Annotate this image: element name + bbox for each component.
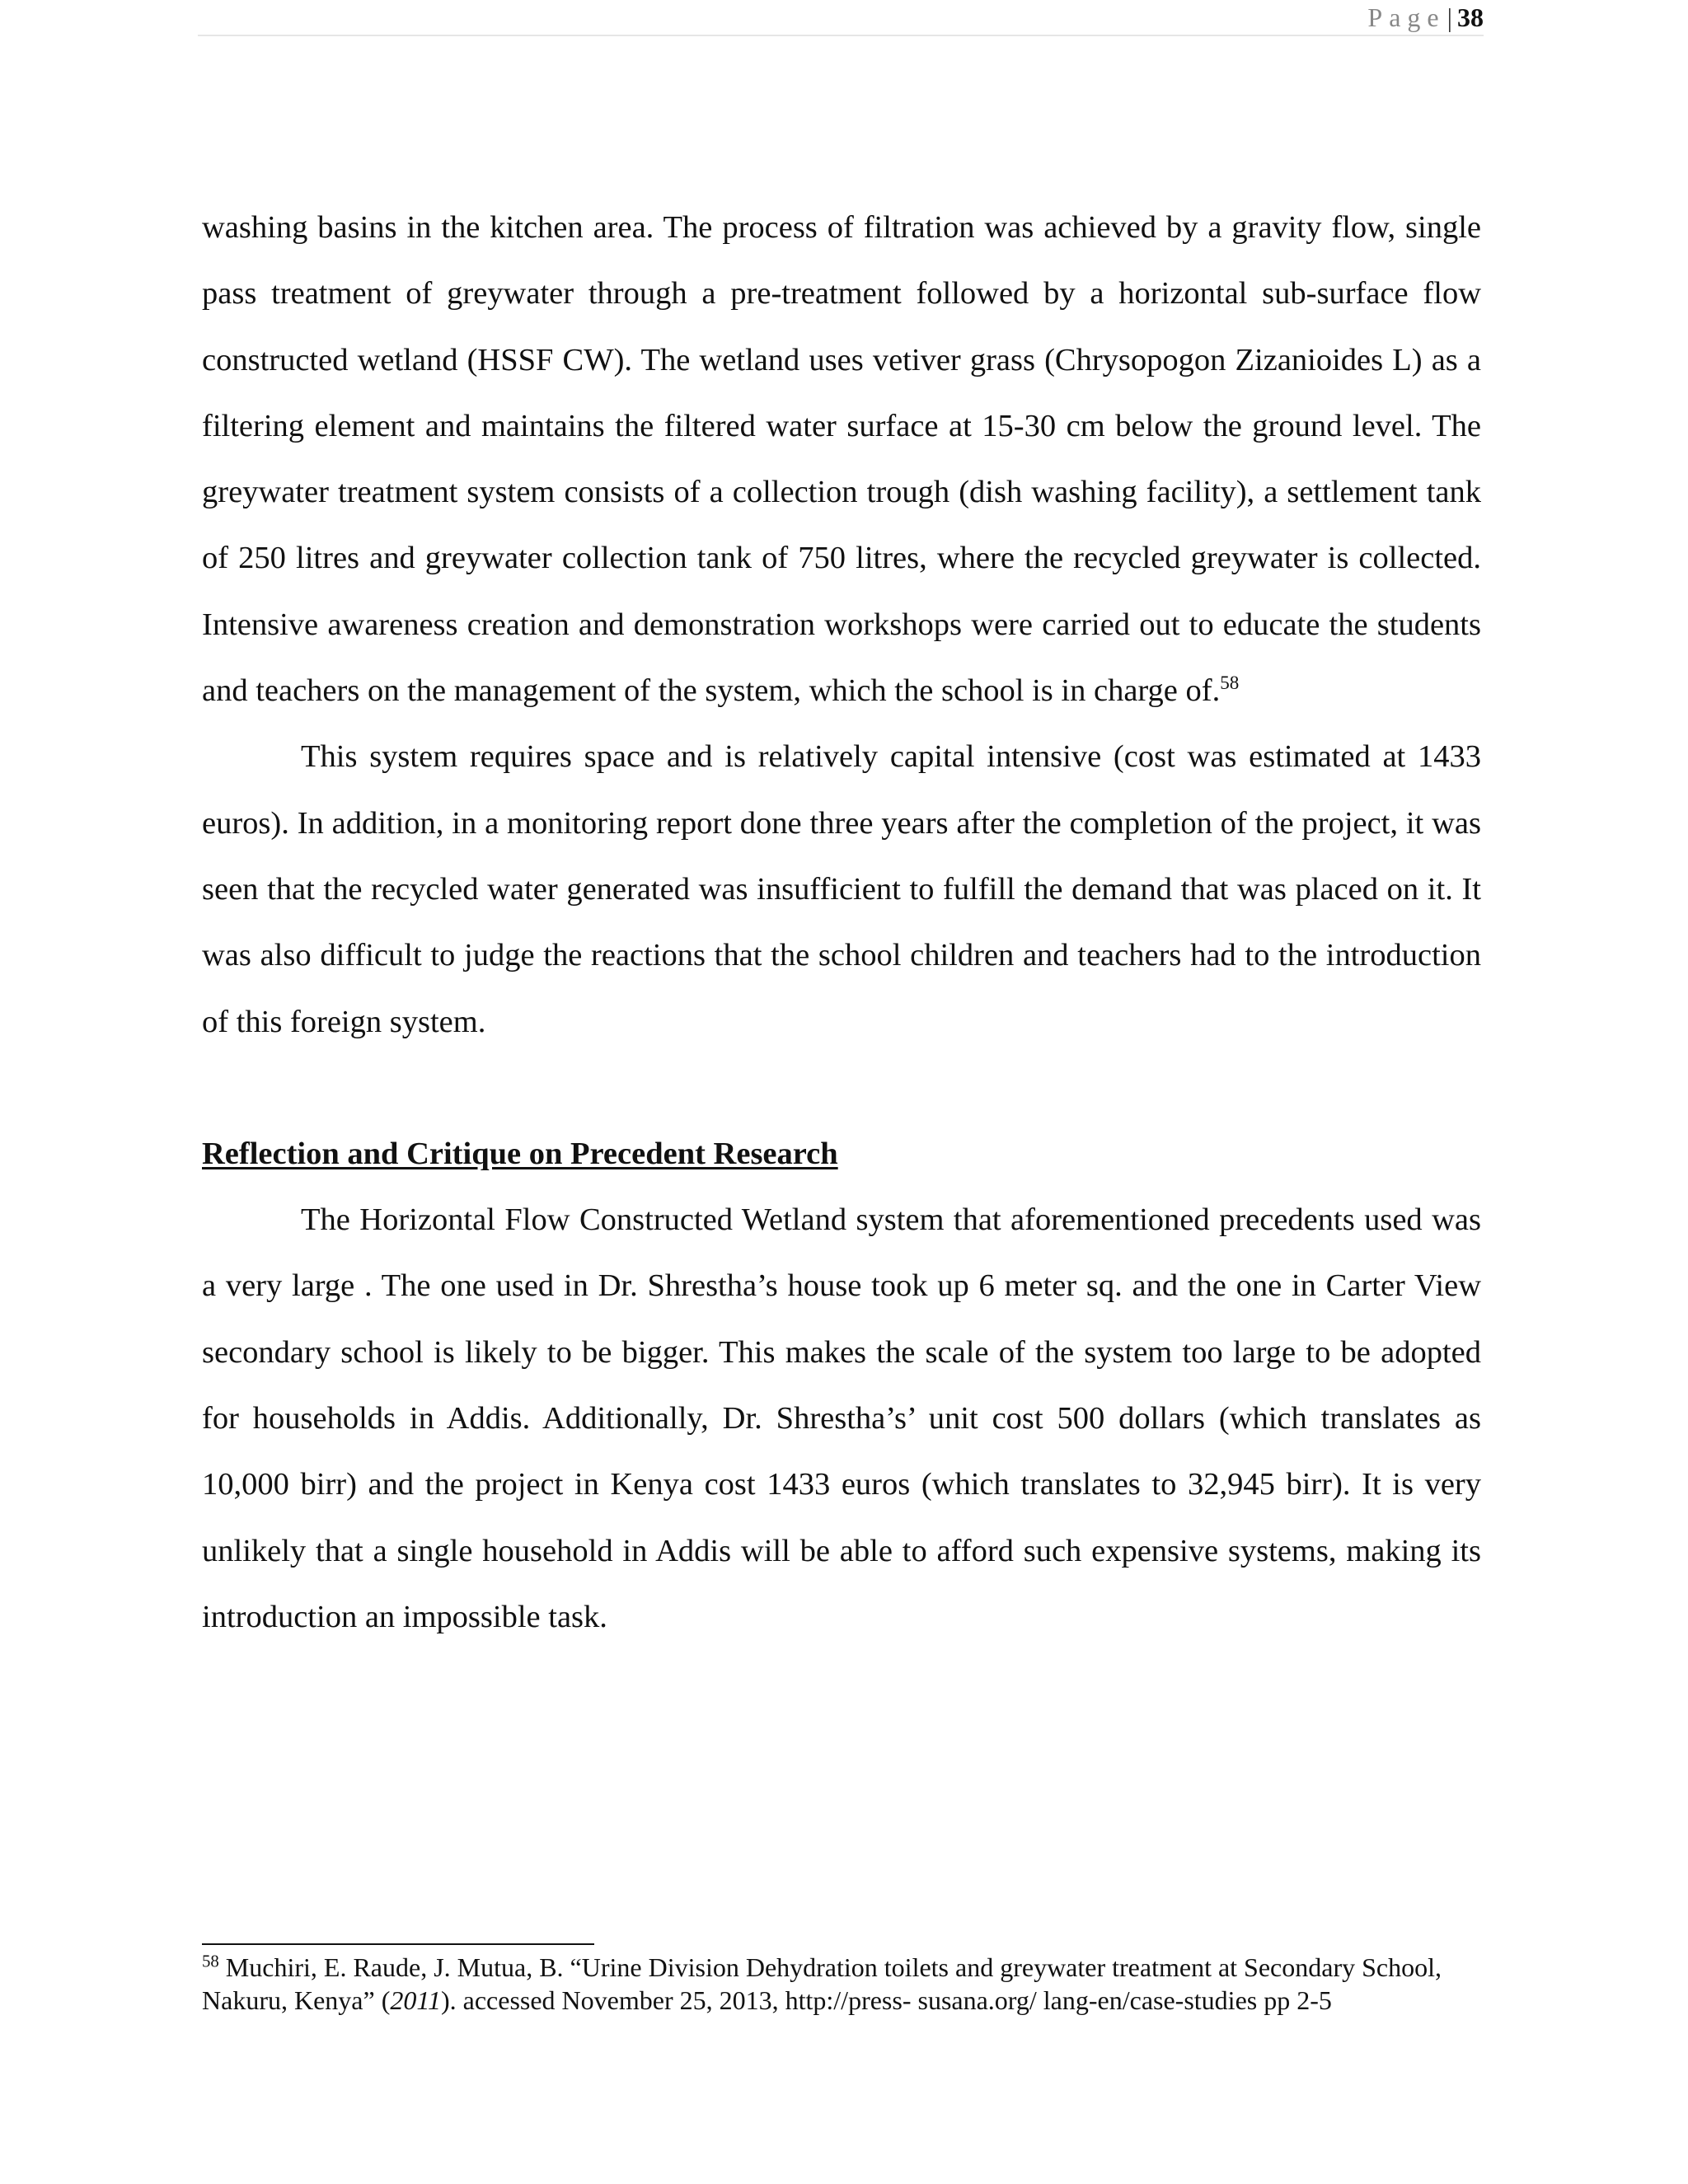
section-heading: Reflection and Critique on Precedent Research: [202, 1136, 838, 1171]
document-body: [202, 194, 1481, 1650]
footnote-text-end: ). accessed November 25, 2013, http://press- susana.org/ lang-en/case-studies pp 2-5: [440, 1985, 1332, 2015]
footnote-number: 58: [202, 1952, 219, 1971]
footnote-year: 2011: [390, 1985, 441, 2015]
page-number-label: [1367, 2, 1484, 33]
page-word: Page: [1367, 2, 1446, 32]
paragraph-1-text: washing basins in the kitchen area. The process of filtration was achieved by a gravity flow, single pass treatment of greywater through a pre-treatment followed by a horizontal sub-surface flow constructed wetland (HSSF CW). The wetland uses vetiver grass (Chrysopogon Zizanioides L) as a filtering element and maintains the filtered water surface at 15-30 cm below the ground level. The greywater treatment system consists of a collection trough (dish washing facility), a settlement tank of 250 litres and greywater collection tank of 750 litres, where the recycled greywater is collected. Intensive awareness creation and demonstration workshops were carried out to educate the students and teachers on the management of the system, which the school is in charge of.: [202, 210, 1481, 709]
paragraph-system-cost: This system requires space and is relatively capital intensive (cost was estimated at 1433 euros). In addition, in a monitoring report done three years after the completion of the project, it was seen that the recycled water generated was insufficient to fulfill the demand that was placed on it. It was also difficult to judge the reactions that the school children and teachers had to the introduction of this foreign system.: [202, 739, 1481, 1039]
footnote-text-start: Muchiri, E. Raude, J. Mutua, B. “Urine Division Dehydration toilets and greywater treatment at Secondary School, Nakuru, Kenya” (: [202, 1952, 1442, 2015]
page-number: 38: [1457, 2, 1484, 32]
paragraph-reflection: The Horizontal Flow Constructed Wetland system that aforementioned precedents used was a very large . The one used in Dr. Shrestha’s house took up 6 meter sq. and the one in Carter View secondary school is likely to be bigger. This makes the scale of the system too large to be adopted for households in Addis. Additionally, Dr. Shrestha’s’ unit cost 500 dollars (which translates as 10,000 birr) and the project in Kenya cost 1433 euros (which translates to 32,945 birr). It is very unlikely that a single household in Addis will be able to afford such expensive systems, making its introduction an impossible task.: [202, 1202, 1481, 1634]
footnote-divider: [202, 1943, 594, 1945]
footnote-reference: 58: [1220, 672, 1240, 694]
page-header: [198, 0, 1484, 36]
page-separator: |: [1447, 2, 1452, 32]
footnote: [202, 1951, 1481, 2017]
paragraph-continuation: [202, 194, 1481, 724]
